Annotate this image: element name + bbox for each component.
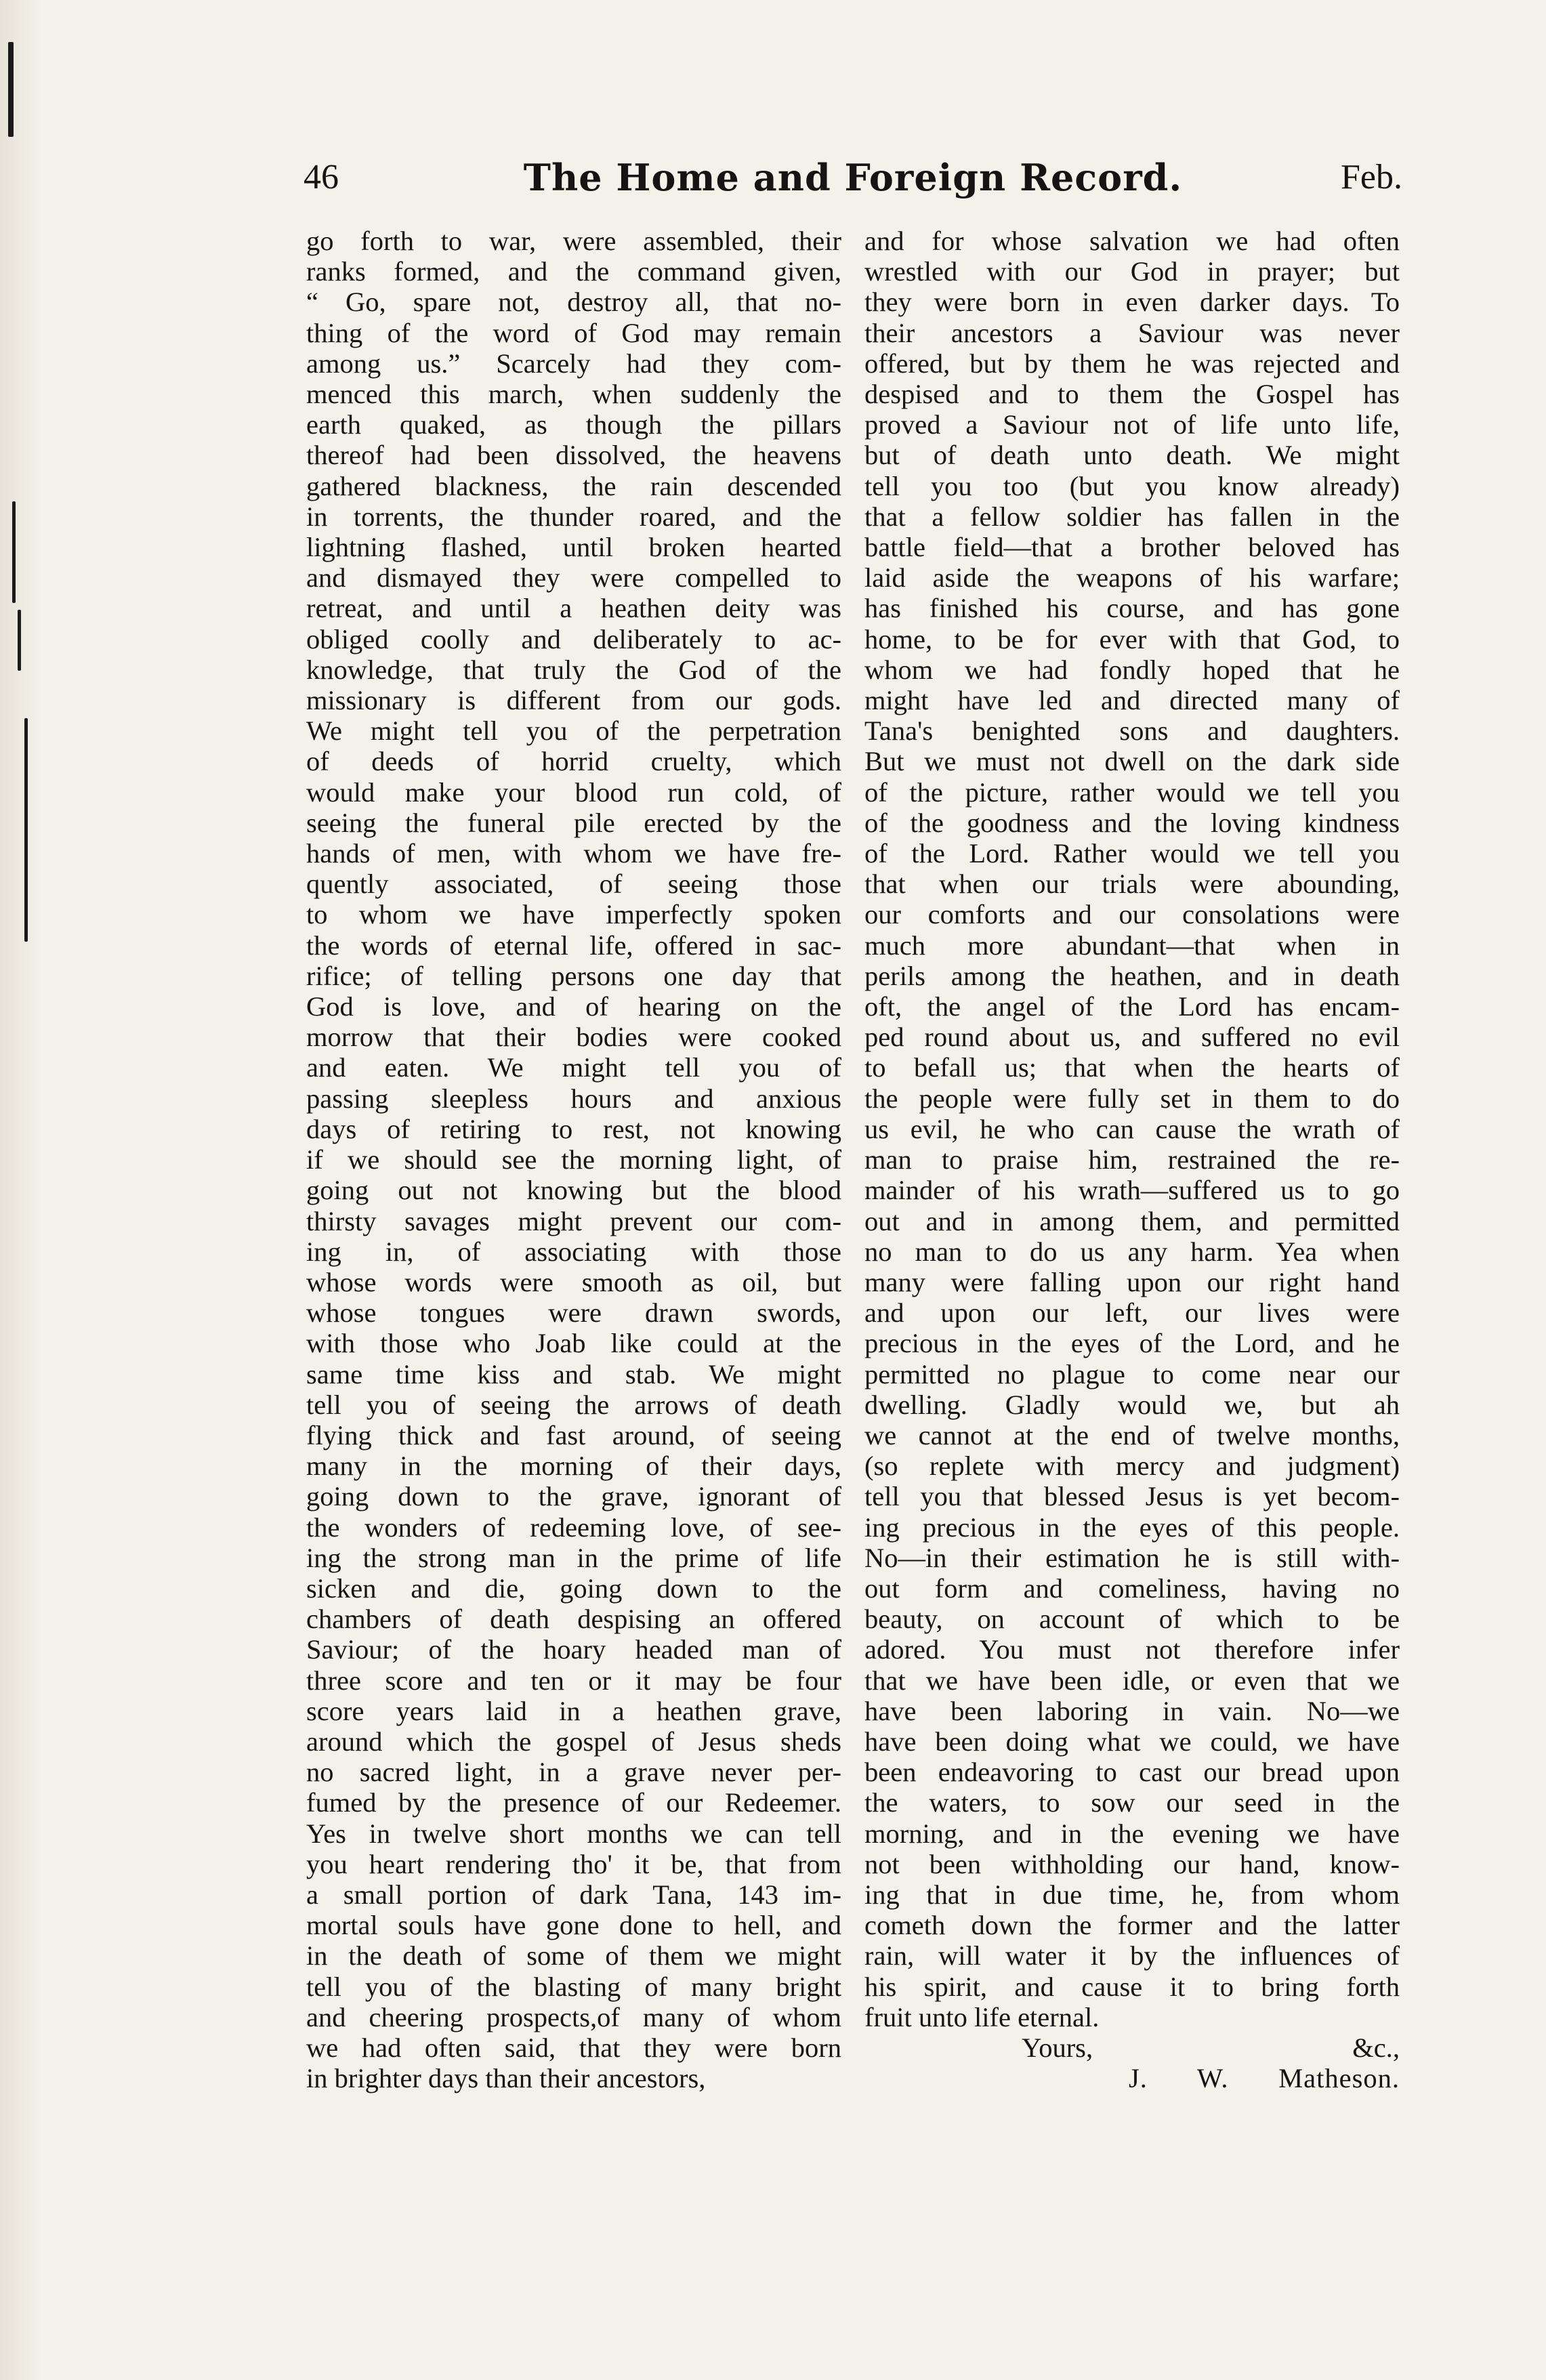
text-line: ing in, of associating with those (306, 1236, 841, 1267)
text-line: home, to be for ever with that God, to (864, 623, 1400, 654)
text-line: of the picture, rather would we tell you (864, 776, 1400, 808)
text-line: ing precious in the eyes of this people. (864, 1511, 1400, 1543)
text-line: precious in the eyes of the Lord, and he (864, 1328, 1400, 1359)
text-line: going out not knowing but the blood (306, 1175, 841, 1206)
text-line: has finished his course, and has gone (864, 593, 1400, 624)
text-line: Saviour; of the hoary headed man of (306, 1634, 841, 1665)
text-line: of deeds of horrid cruelty, which (306, 746, 841, 777)
text-line: hands of men, with whom we have fre- (306, 838, 841, 869)
text-line: laid aside the weapons of his warfare; (864, 562, 1400, 593)
text-line: of the Lord. Rather would we tell you (864, 838, 1400, 869)
text-line: flying thick and fast around, of seeing (306, 1419, 841, 1450)
text-line: fruit unto life eternal. (864, 2001, 1100, 2032)
text-line: but of death unto death. We might (864, 440, 1400, 471)
text-line: ranks formed, and the command given, (306, 256, 841, 287)
text-line: you heart rendering tho' it be, that from (306, 1848, 841, 1879)
text-line: dwelling. Gladly would we, but ah (864, 1389, 1400, 1420)
text-line: score years laid in a heathen grave, (306, 1695, 841, 1726)
text-line: days of retiring to rest, not knowing (306, 1113, 841, 1144)
issue-month: Feb. (1341, 158, 1402, 196)
text-line: rain, will water it by the influences of (864, 1940, 1400, 1971)
text-line: tell you that blessed Jesus is yet becom- (864, 1481, 1400, 1512)
text-line: and cheering prospects,of many of whom (306, 2001, 841, 2032)
text-line: quently associated, of seeing those (306, 869, 841, 900)
text-line: cometh down the former and the latter (864, 1910, 1400, 1941)
text-line: permitted no plague to come near our (864, 1358, 1400, 1390)
text-line: no man to do us any harm. Yea when (864, 1236, 1400, 1267)
text-line: that we have been idle, or even that we (864, 1665, 1400, 1696)
text-line: same time kiss and stab. We might (306, 1358, 841, 1390)
text-line: we had often said, that they were born (306, 2032, 841, 2063)
closing-salutation: Yours, &c., (1022, 2032, 1400, 2063)
text-line: God is love, and of hearing on the (306, 991, 841, 1022)
left-column (306, 226, 841, 2093)
text-line: go forth to war, were assembled, their (306, 226, 841, 256)
text-line: Yes in twelve short months we can tell (306, 1818, 841, 1849)
text-line: to befall us; that when the hearts of (864, 1052, 1400, 1083)
text-line: man to praise him, restrained the re- (864, 1144, 1400, 1175)
text-line: his spirit, and cause it to bring forth (864, 1971, 1400, 2002)
text-line: and eaten. We might tell you of (306, 1052, 841, 1083)
text-line: if we should see the morning light, of (306, 1144, 841, 1175)
text-line: proved a Saviour not of life unto life, (864, 409, 1400, 440)
text-line: and for whose salvation we had often (864, 226, 1400, 256)
text-line: perils among the heathen, and in death (864, 960, 1400, 991)
text-line: wrestled with our God in prayer; but (864, 256, 1400, 287)
text-line: menced this march, when suddenly the (306, 379, 841, 410)
text-line: us evil, he who can cause the wrath of (864, 1113, 1400, 1144)
text-line: missionary is different from our gods. (306, 685, 841, 716)
text-line: sicken and die, going down to the (306, 1572, 841, 1604)
text-line: thirsty savages might prevent our com- (306, 1205, 841, 1236)
text-line: whose words were smooth as oil, but (306, 1266, 841, 1297)
author-signature: J. W. Matheson. (1129, 2063, 1400, 2094)
text-line: “ Go, spare not, destroy all, that no- (306, 287, 841, 318)
text-line: mortal souls have gone done to hell, and (306, 1910, 841, 1941)
text-line: in torrents, the thunder roared, and the (306, 501, 841, 532)
text-line: earth quaked, as though the pillars (306, 409, 841, 440)
scan-artifact (12, 501, 16, 603)
text-line: out and in among them, and permitted (864, 1205, 1400, 1236)
text-line: battle field—that a brother beloved has (864, 532, 1400, 563)
text-line: our comforts and our consolations were (864, 899, 1400, 930)
text-line: around which the gospel of Jesus sheds (306, 1726, 841, 1757)
text-line: the waters, to sow our seed in the (864, 1787, 1400, 1818)
text-line: have been laboring in vain. No—we (864, 1695, 1400, 1726)
text-line: the words of eternal life, offered in sac- (306, 930, 841, 961)
text-line: with those who Joab like could at the (306, 1328, 841, 1359)
text-line: obliged coolly and deliberately to ac- (306, 623, 841, 654)
text-line: lightning flashed, until broken hearted (306, 532, 841, 563)
text-line: morrow that their bodies were cooked (306, 1022, 841, 1053)
text-line: ing that in due time, he, from whom (864, 1879, 1400, 1910)
text-line: that a fellow soldier has fallen in the (864, 501, 1400, 532)
text-line: Tana's benighted sons and daughters. (864, 715, 1400, 747)
text-line: have been doing what we could, we have (864, 1726, 1400, 1757)
text-line: ped round about us, and suffered no evil (864, 1022, 1400, 1053)
text-line: No—in their estimation he is still with- (864, 1542, 1400, 1573)
text-line: been endeavoring to cast our bread upon (864, 1757, 1400, 1788)
text-line: they were born in even darker days. To (864, 287, 1400, 318)
journal-title: The Home and Foreign Record. (523, 156, 1183, 199)
scan-artifact (8, 42, 14, 137)
text-line: rifice; of telling persons one day that (306, 960, 841, 991)
text-line: the people were fully set in them to do (864, 1083, 1400, 1114)
text-line: mainder of his wrath—suffered us to go (864, 1175, 1400, 1206)
text-line: going down to the grave, ignorant of (306, 1481, 841, 1512)
scan-artifact (18, 610, 21, 671)
text-line: beauty, on account of which to be (864, 1604, 1400, 1635)
text-line: adored. You must not therefore infer (864, 1634, 1400, 1665)
text-line: offered, but by them he was rejected and (864, 348, 1400, 379)
text-line: ing the strong man in the prime of life (306, 1542, 841, 1573)
text-line: to whom we have imperfectly spoken (306, 899, 841, 930)
text-line: knowledge, that truly the God of the (306, 654, 841, 685)
scan-artifact (24, 718, 28, 942)
text-line: morning, and in the evening we have (864, 1818, 1400, 1849)
text-line: their ancestors a Saviour was never (864, 317, 1400, 348)
text-line: thing of the word of God may remain (306, 317, 841, 348)
text-line: passing sleepless hours and anxious (306, 1083, 841, 1114)
text-line: in brighter days than their ancestors, (306, 2063, 706, 2094)
text-line: We might tell you of the perpetration (306, 715, 841, 747)
text-line: not been withholding our hand, know- (864, 1848, 1400, 1879)
text-line: retreat, and until a heathen deity was (306, 593, 841, 624)
right-column (864, 226, 1400, 2093)
text-line: gathered blackness, the rain descended (306, 470, 841, 501)
text-line: three score and ten or it may be four (306, 1665, 841, 1696)
text-line: oft, the angel of the Lord has encam- (864, 991, 1400, 1022)
text-line: whose tongues were drawn swords, (306, 1297, 841, 1329)
text-line: and upon our left, our lives were (864, 1297, 1400, 1329)
text-line: tell you of seeing the arrows of death (306, 1389, 841, 1420)
text-line: many were falling upon our right hand (864, 1266, 1400, 1297)
text-line: fumed by the presence of our Redeemer. (306, 1787, 841, 1818)
running-header (304, 150, 1402, 205)
text-line: seeing the funeral pile erected by the (306, 807, 841, 838)
text-line: many in the morning of their days, (306, 1450, 841, 1482)
text-line: of the goodness and the loving kindness (864, 807, 1400, 838)
text-line: (so replete with mercy and judgment) (864, 1450, 1400, 1482)
text-line: out form and comeliness, having no (864, 1572, 1400, 1604)
text-line: a small portion of dark Tana, 143 im- (306, 1879, 841, 1910)
text-line: much more abundant—that when in (864, 930, 1400, 961)
text-line: despised and to them the Gospel has (864, 379, 1400, 410)
text-line: whom we had fondly hoped that he (864, 654, 1400, 685)
text-line: tell you of the blasting of many bright (306, 1971, 841, 2002)
text-line: in the death of some of them we might (306, 1940, 841, 1971)
text-line: we cannot at the end of twelve months, (864, 1419, 1400, 1450)
page-number: 46 (304, 158, 339, 196)
text-line: among us.” Scarcely had they com- (306, 348, 841, 379)
text-line: thereof had been dissolved, the heavens (306, 440, 841, 471)
scan-edge (0, 0, 41, 2380)
text-line: the wonders of redeeming love, of see- (306, 1511, 841, 1543)
text-line: and dismayed they were compelled to (306, 562, 841, 593)
text-line: tell you too (but you know already) (864, 470, 1400, 501)
text-line: might have led and directed many of (864, 685, 1400, 716)
text-line: But we must not dwell on the dark side (864, 746, 1400, 777)
text-line: that when our trials were abounding, (864, 869, 1400, 900)
right-column-text (864, 226, 1400, 2032)
text-line: chambers of death despising an offered (306, 1604, 841, 1635)
text-line: would make your blood run cold, of (306, 776, 841, 808)
text-line: no sacred light, in a grave never per- (306, 1757, 841, 1788)
